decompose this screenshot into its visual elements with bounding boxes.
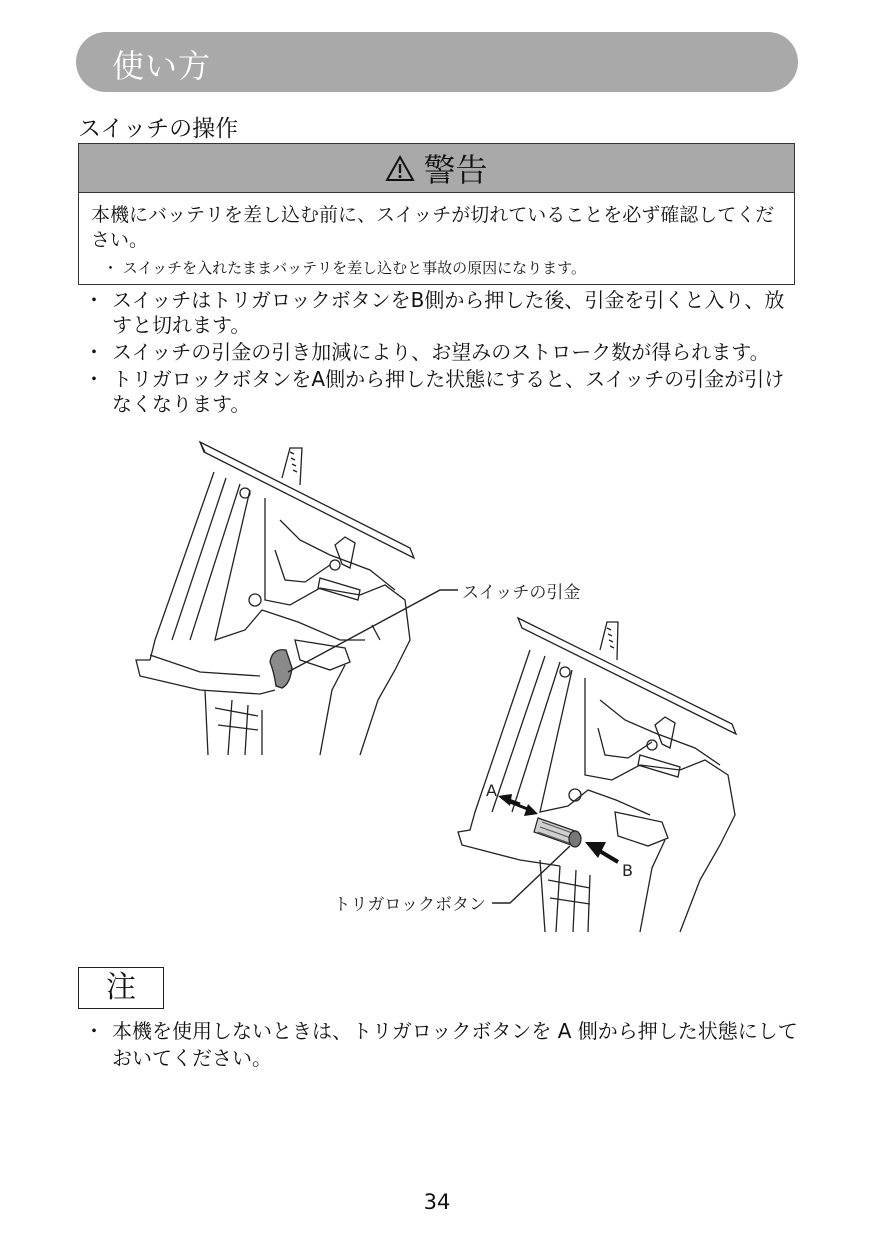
warning-text: 本機にバッテリを差し込む前に、スイッチが切れていることを必ず確認してください。 bbox=[91, 204, 775, 251]
label-a: A bbox=[486, 781, 497, 800]
lock-button-shape bbox=[534, 818, 581, 847]
list-item bbox=[84, 288, 800, 338]
arrow-a-icon bbox=[498, 794, 538, 816]
trigger-shape bbox=[270, 650, 292, 688]
warning-triangle-icon bbox=[385, 155, 415, 182]
list-item-text: スイッチの引金の引き加減により、お望みのストローク数が得られます。 bbox=[112, 340, 770, 364]
arrow-b-icon bbox=[585, 842, 618, 862]
tool-drawing-upper bbox=[136, 442, 414, 755]
header-bar bbox=[76, 32, 798, 92]
list-item bbox=[84, 1018, 800, 1072]
trigger-label: スイッチの引金 bbox=[462, 583, 581, 603]
bullet-mark: ・ bbox=[84, 340, 104, 364]
warning-box bbox=[78, 143, 795, 285]
bullet-mark: ・ bbox=[84, 367, 104, 391]
lock-label: トリガロックボタン bbox=[333, 895, 486, 915]
trigger-leader-line bbox=[288, 590, 458, 672]
warning-header bbox=[79, 144, 794, 193]
instruction-list bbox=[84, 288, 800, 419]
note-tag: 注 bbox=[78, 967, 164, 1009]
tool-drawing-lower bbox=[458, 618, 736, 932]
note-item-text: 本機を使用しないときは、トリガロックボタンを A 側から押した状態にしておいてください。 bbox=[112, 1019, 798, 1070]
label-b: B bbox=[622, 861, 633, 880]
page-heading: 使い方 bbox=[112, 47, 212, 85]
warning-body bbox=[79, 193, 794, 279]
list-item bbox=[84, 340, 800, 365]
list-item bbox=[84, 367, 800, 417]
page-number: 34 bbox=[423, 1190, 451, 1214]
list-item-text: トリガロックボタンをA側から押した状態にすると、スイッチの引金が引けなくなります。 bbox=[112, 367, 785, 416]
note-text bbox=[84, 1018, 800, 1072]
bullet-mark: ・ bbox=[84, 288, 104, 312]
warning-title: 警告 bbox=[423, 151, 488, 189]
tool-illustration bbox=[0, 425, 874, 945]
bullet-mark: ・ bbox=[84, 1019, 104, 1043]
list-item-text: スイッチはトリガロックボタンをB側から押した後、引金を引くと入り、放すと切れます。 bbox=[112, 288, 785, 337]
section-title: スイッチの操作 bbox=[78, 116, 239, 142]
warning-subnote: ・ スイッチを入れたままバッテリを差し込むと事故の原因になります。 bbox=[103, 259, 586, 277]
